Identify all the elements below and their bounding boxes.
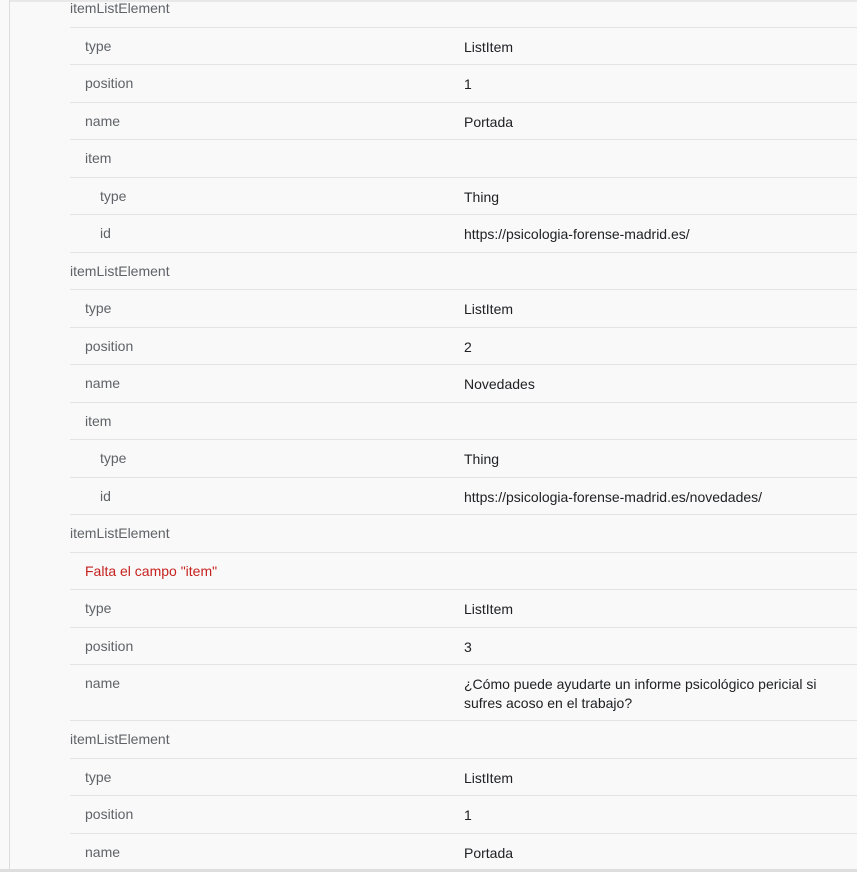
property-row — [70, 403, 857, 441]
panel-left-border — [9, 0, 10, 872]
property-row — [70, 28, 857, 66]
property-key: position — [85, 75, 134, 91]
property-key: itemListElement — [70, 731, 170, 747]
property-value: 1 — [464, 807, 472, 823]
property-row — [70, 665, 857, 721]
property-value: Thing — [464, 188, 500, 205]
error-row — [70, 553, 857, 591]
property-key: name — [85, 843, 121, 860]
property-value: ListItem — [464, 769, 514, 786]
property-key: type — [85, 300, 112, 316]
property-key: name — [85, 112, 121, 129]
property-key: id — [100, 225, 111, 241]
property-key: type — [85, 600, 112, 616]
property-value: ListItem — [464, 38, 514, 55]
property-row — [70, 290, 857, 328]
property-key: position — [85, 637, 134, 654]
property-value: 2 — [464, 338, 472, 355]
property-key: type — [85, 768, 112, 785]
property-value: Thing — [464, 451, 500, 467]
property-value: Novedades — [464, 376, 535, 392]
property-value: https://psicologia-forense-madrid.es/novedades/ — [464, 488, 763, 505]
property-key: position — [85, 806, 134, 822]
error-message: Falta el campo "item" — [85, 562, 218, 579]
property-value: ¿Cómo puede ayudarte un informe psicológico pericial si sufres acoso en el trabajo? — [464, 676, 817, 711]
property-key: item — [85, 412, 112, 429]
property-value: ListItem — [464, 301, 514, 317]
property-value: 1 — [464, 76, 472, 92]
property-key: itemListElement — [70, 0, 170, 16]
property-row — [70, 65, 857, 103]
property-value: https://psicologia-forense-madrid.es/ — [464, 226, 690, 242]
property-row — [70, 796, 857, 834]
property-key: name — [85, 375, 121, 391]
property-key: type — [85, 37, 112, 54]
property-row — [70, 440, 857, 478]
property-value: Portada — [464, 844, 514, 861]
property-row — [70, 178, 857, 216]
property-row — [70, 365, 857, 403]
property-key: itemListElement — [70, 525, 170, 541]
property-key: name — [85, 675, 121, 691]
property-row — [70, 328, 857, 366]
property-key: type — [100, 450, 127, 466]
property-key: type — [100, 187, 127, 204]
group-header-row — [70, 253, 857, 291]
property-value: Portada — [464, 113, 514, 130]
group-header-row — [70, 515, 857, 553]
property-row — [70, 103, 857, 141]
property-value: ListItem — [464, 601, 514, 617]
property-key: item — [85, 150, 112, 166]
property-row — [70, 628, 857, 666]
property-row — [70, 759, 857, 797]
property-row — [70, 215, 857, 253]
property-key: id — [100, 487, 111, 504]
property-row — [70, 590, 857, 628]
group-header-row — [70, 721, 857, 759]
property-row — [70, 478, 857, 516]
property-key: position — [85, 337, 134, 354]
property-value: 3 — [464, 638, 472, 655]
group-header-row — [70, 0, 857, 28]
property-list — [70, 0, 857, 871]
property-key: itemListElement — [70, 262, 170, 279]
property-row — [70, 140, 857, 178]
property-row — [70, 834, 857, 872]
